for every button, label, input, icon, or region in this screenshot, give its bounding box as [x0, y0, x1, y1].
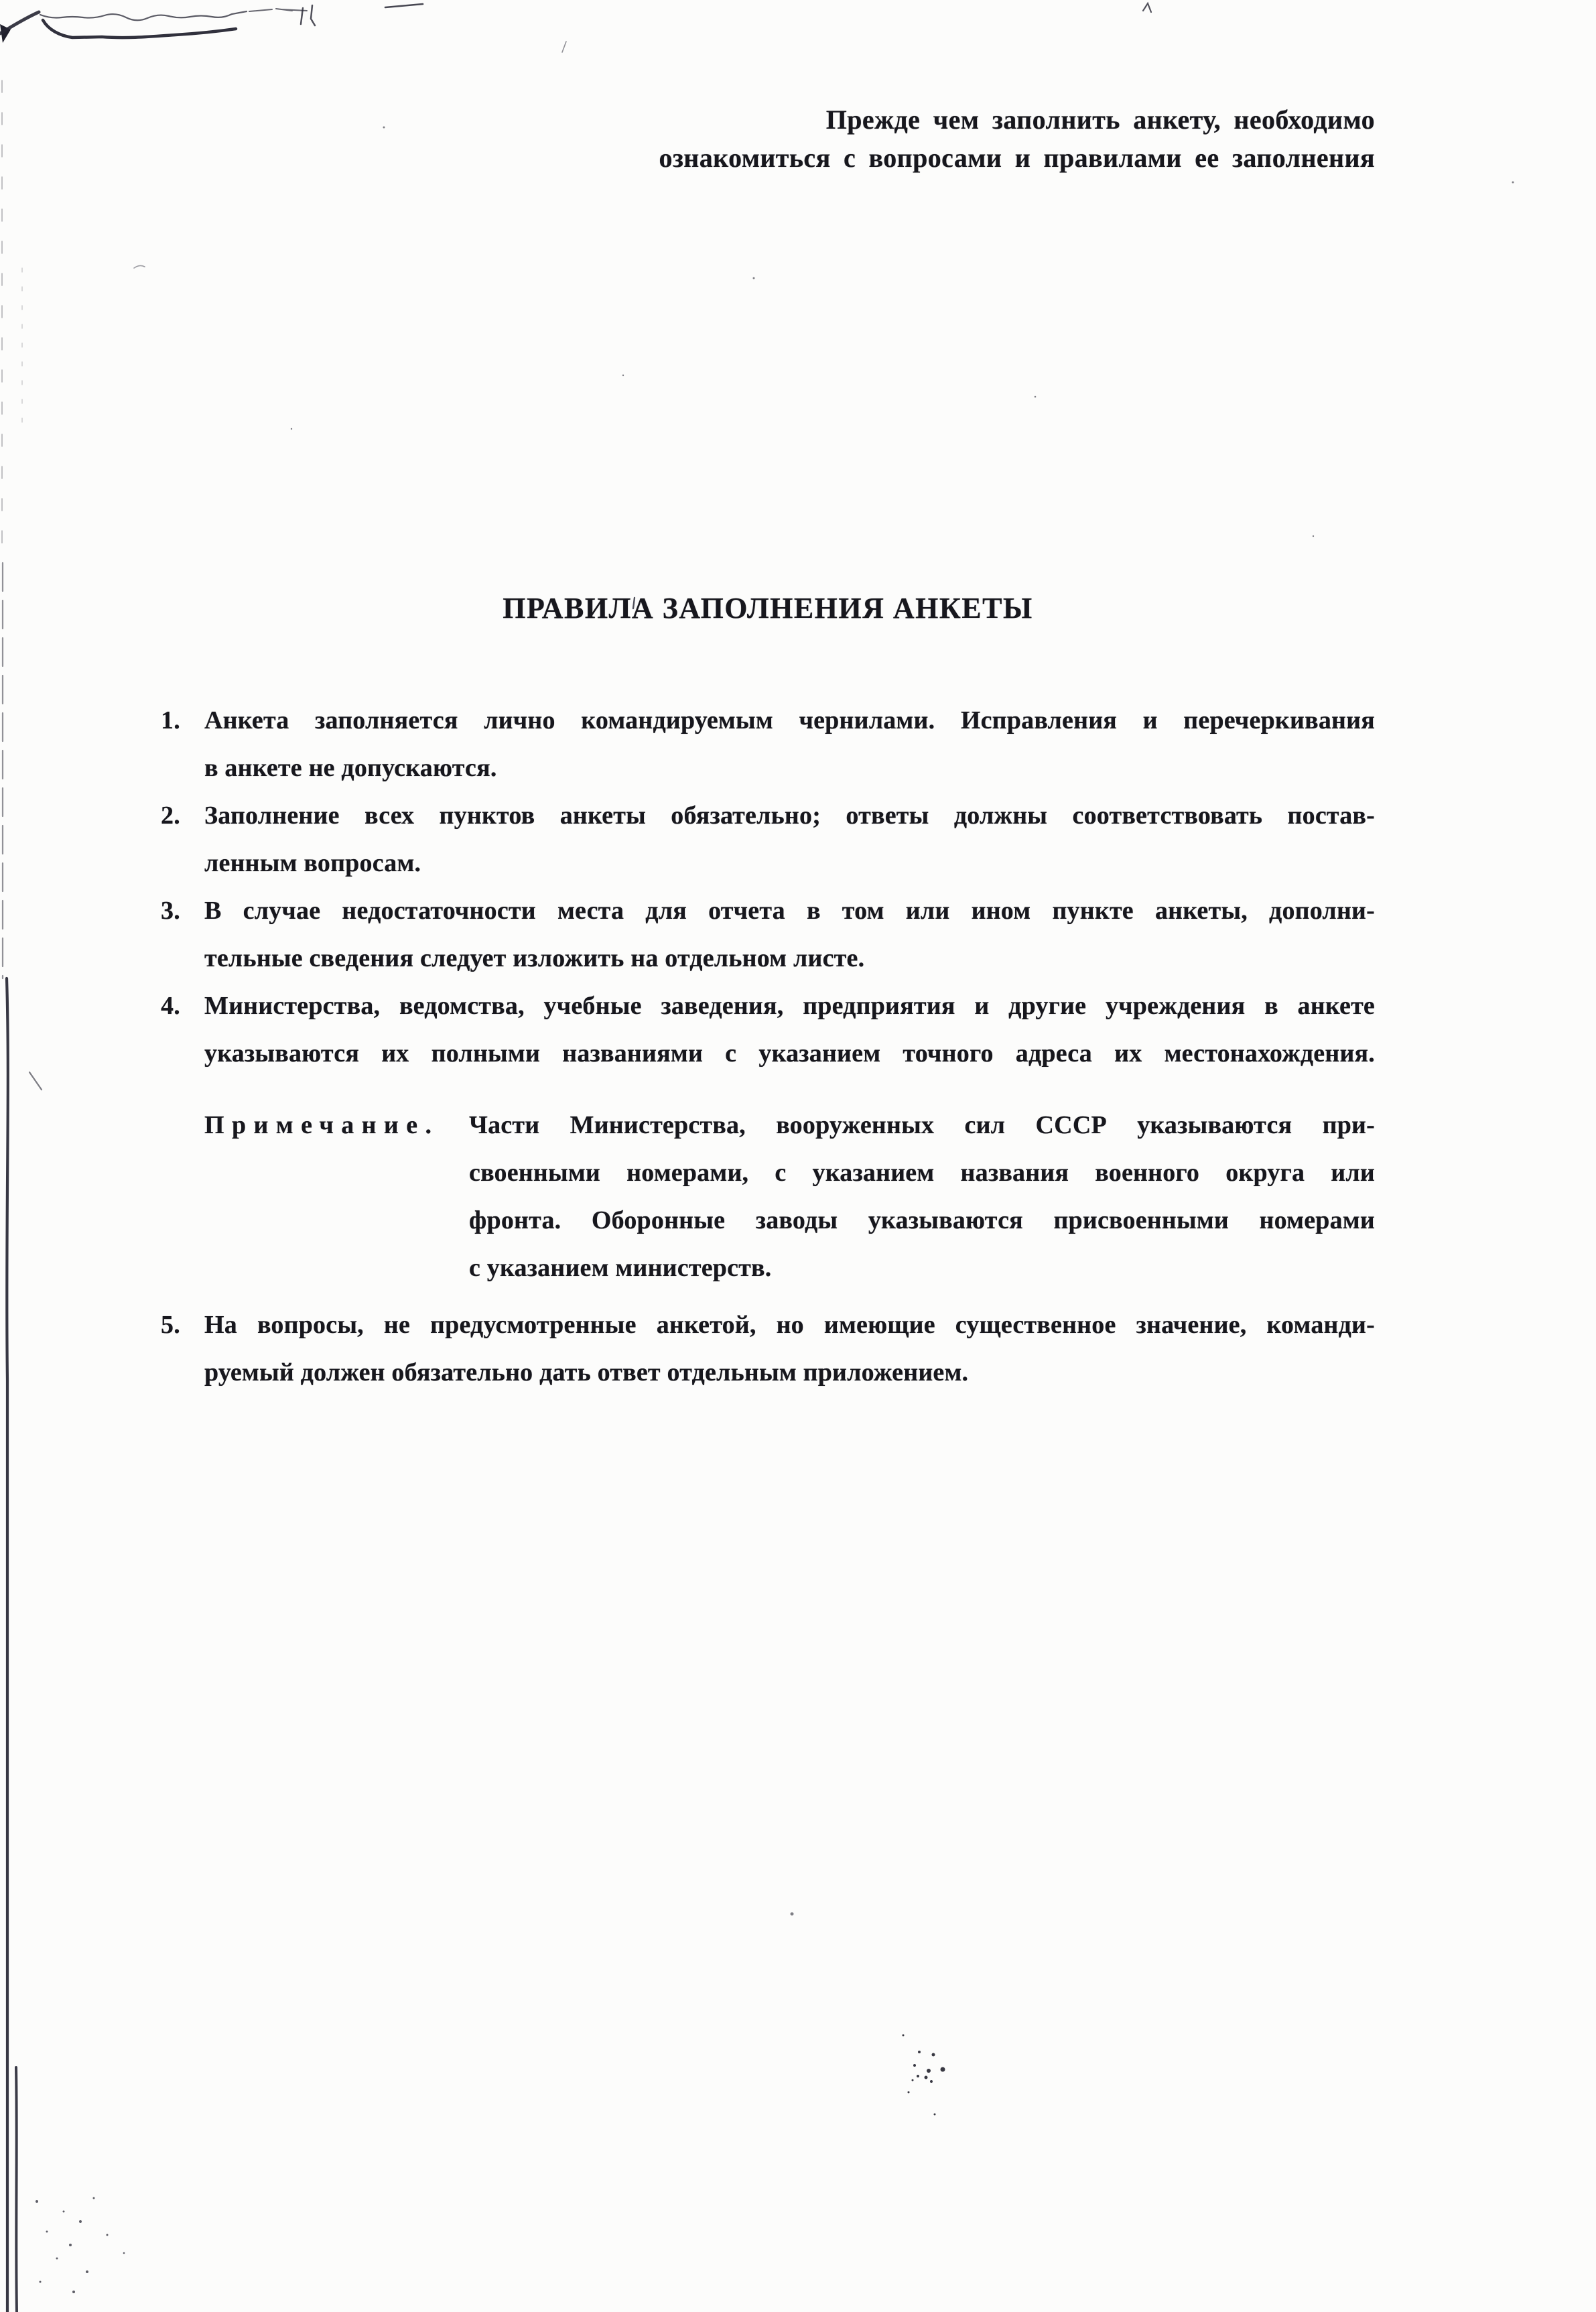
note-text-line: фронта. Оборонные заводы указываются присвоенными номерами [469, 1206, 1375, 1234]
note-text-line: с указанием министерств. [469, 1254, 772, 1282]
rule-text-line: На вопросы, не предусмотренные анкетой, но имеющие существенное значение, команди- [204, 1311, 1375, 1339]
rule-text-line: Анкета заполняется лично командируемым чернилами. Исправления и перечеркивания [204, 706, 1375, 734]
stray-check-mark [1143, 3, 1151, 12]
rule-item-1 [161, 697, 1375, 792]
rule-text-line: руемый должен обязательно дать ответ отдельным приложением. [204, 1358, 969, 1387]
rule-text-line: тельные сведения следует изложить на отдельном листе. [204, 944, 865, 972]
rule-item-3 [161, 887, 1375, 982]
page-title: ПРАВИЛА ЗАПОЛНЕНИЯ АНКЕТЫ [503, 592, 1033, 625]
rule-text-line: указываются их полными названиями с указанием точного адреса их местонахождения. [204, 1039, 1375, 1068]
rule-item-5 [161, 1301, 1375, 1397]
rule-item-4 [161, 982, 1375, 1078]
rule-text-line: В случае недостаточности места для отчета в том или ином пункте анкеты, дополни- [204, 897, 1375, 925]
note-label: Примечание. [204, 1111, 440, 1139]
stray-slash [562, 42, 566, 52]
rule-number: 5. [161, 1311, 180, 1339]
rule-text-line: ленным вопросам. [204, 849, 421, 877]
fold-squiggle-heavy [43, 20, 236, 38]
stray-diagonal [29, 1072, 42, 1090]
header-notice-line-2: ознакомиться с вопросами и правилами ее заполнения [659, 143, 1375, 173]
rule-text-line: в анкете не допускаются. [204, 754, 497, 782]
edge-line-bottom-second [16, 2067, 17, 2312]
header-notice-line-1: Прежде чем заполнить анкету, необходимо [825, 105, 1375, 135]
stray-tick-pair [301, 5, 315, 25]
rule-text-line: Министерства, ведомства, учебные заведения, предприятия и другие учреждения в анкете [204, 992, 1375, 1020]
edge-line-heavy [7, 978, 8, 2312]
speck-cluster-bottom-center [903, 2035, 945, 2116]
fold-edge-wedge [0, 24, 11, 43]
rule-item-2 [161, 792, 1375, 887]
fold-dash-far [385, 4, 423, 7]
rule-number: 4. [161, 992, 180, 1020]
rule-number: 1. [161, 706, 180, 734]
note-block [161, 1102, 1375, 1292]
rule-number: 2. [161, 801, 180, 830]
rule-number: 3. [161, 897, 180, 925]
fold-edge-curve-left [0, 12, 39, 34]
fold-squiggle-thin [40, 11, 247, 20]
note-text-line: Части Министерства, вооруженных сил СССР указываются при- [469, 1111, 1375, 1139]
rule-text-line: Заполнение всех пунктов анкеты обязательно; ответы должны соответствовать постав- [204, 801, 1375, 830]
header-notice [268, 101, 1375, 177]
fold-dash-extension [249, 9, 307, 11]
note-text-line: своенными номерами, с указанием названия военного округа или [469, 1159, 1375, 1187]
speck-cluster-bottom-left [36, 2197, 125, 2294]
stray-tilde [134, 265, 145, 268]
rules-list [161, 697, 1375, 1397]
